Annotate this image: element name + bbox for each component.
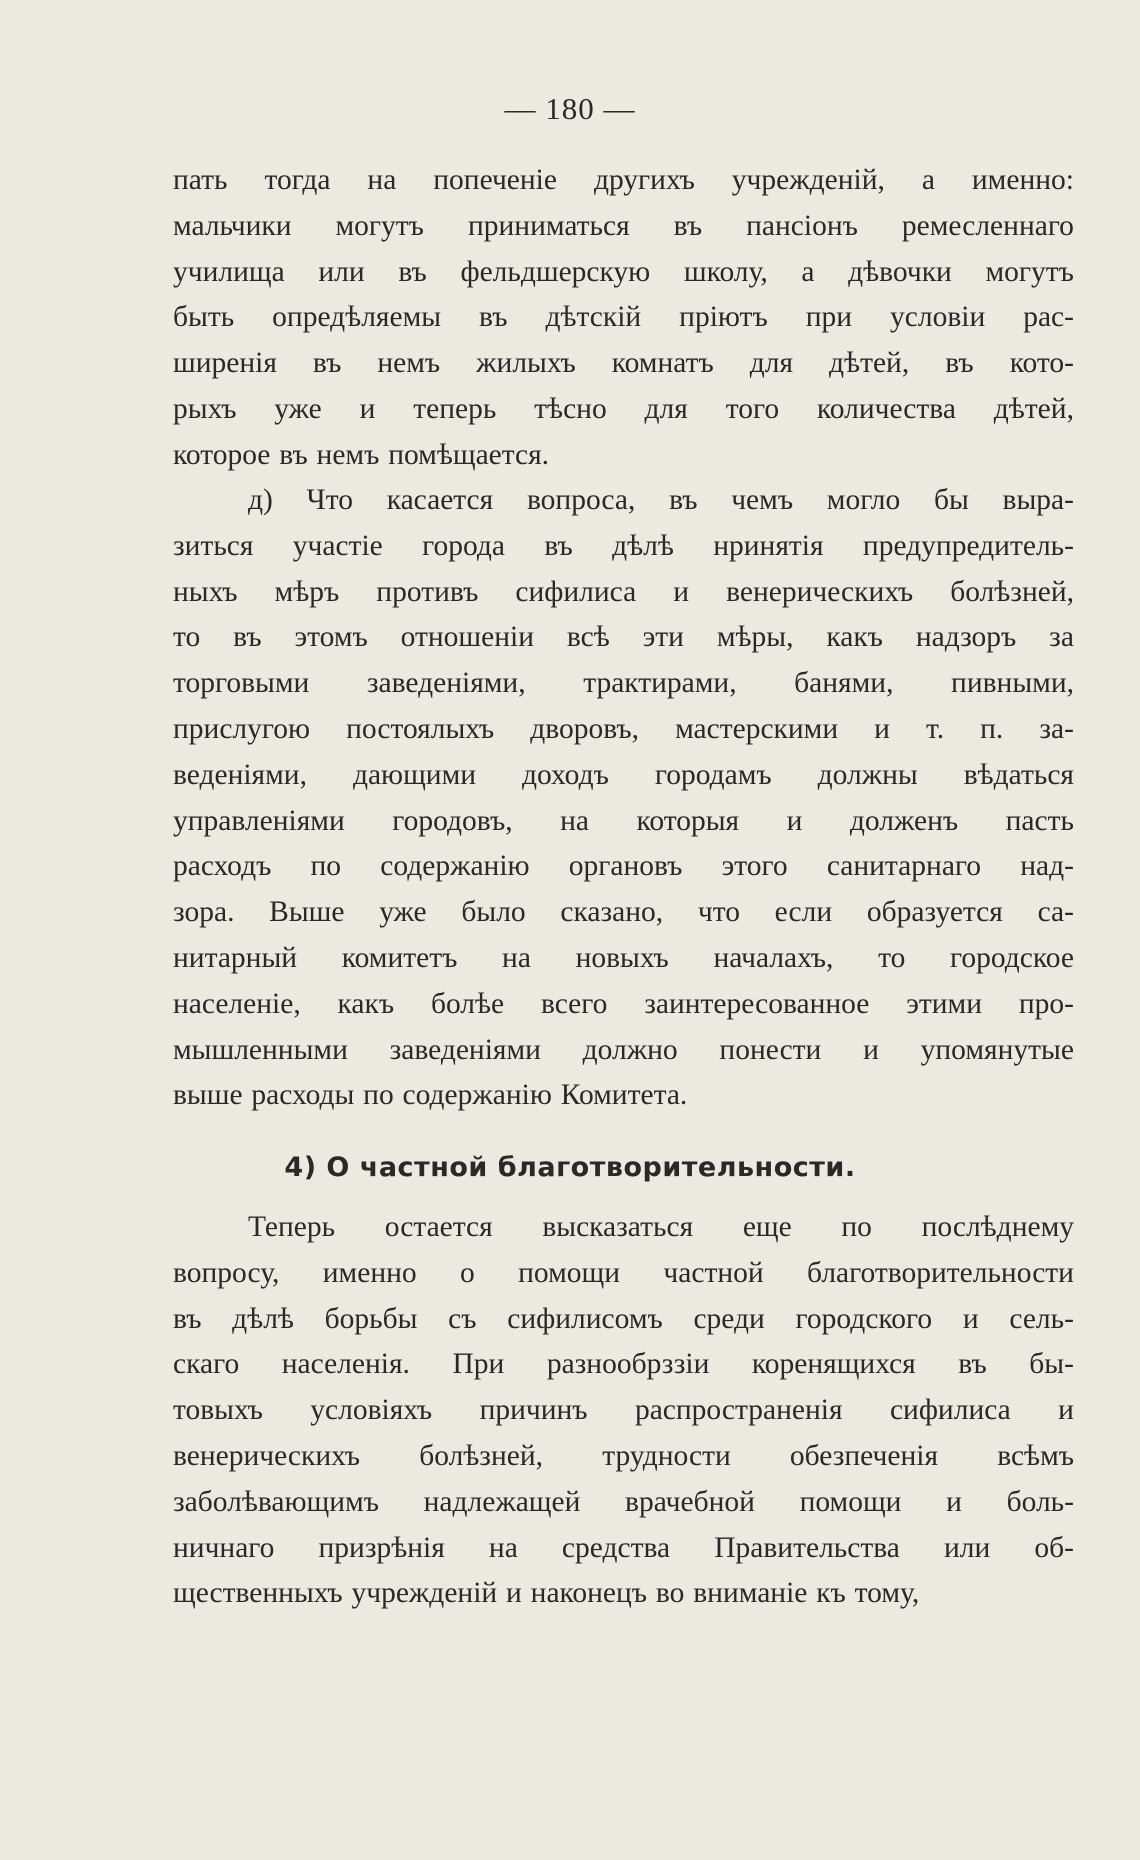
- section-heading: 4) О частной благотворительности.: [284, 1152, 856, 1183]
- text-line: выше расходы по содержанію Комитета.: [173, 1079, 688, 1112]
- text-line: зора. Выше уже было сказано, что если образуется са-: [173, 896, 1074, 929]
- page-number: — 180 —: [504, 91, 636, 126]
- text-line: торговыми заведеніями, трактирами, банями, пивными,: [173, 667, 1074, 700]
- text-line: расходъ по содержанію органовъ этого санитарнаго над-: [173, 850, 1074, 883]
- text-line: д) Что касается вопроса, въ чемъ могло бы выра-: [248, 484, 1074, 516]
- text-line: веденіями, дающими доходъ городамъ должны вѣдаться: [173, 758, 1074, 791]
- text-line: нитарный комитетъ на новыхъ началахъ, то городское: [173, 941, 1074, 974]
- text-line: заболѣвающимъ надлежащей врачебной помощи и боль-: [173, 1485, 1074, 1518]
- text-line: прислугою постоялыхъ дворовъ, мастерскими и т. п. за-: [173, 712, 1074, 745]
- text-line: населеніе, какъ болѣе всего заинтересованное этими про-: [173, 987, 1074, 1020]
- text-line: которое въ немъ помѣщается.: [173, 438, 550, 471]
- text-line: рыхъ уже и теперь тѣсно для того количества дѣтей,: [173, 392, 1074, 425]
- text-line: пать тогда на попеченіе другихъ учрежденій, а именно:: [173, 164, 1074, 196]
- paragraph-1: [173, 158, 1074, 479]
- text-line: скаго населенія. При разнообрззіи коренящихся въ бы-: [173, 1348, 1074, 1381]
- text-line: Теперь остается высказаться еще по послѣднему: [248, 1211, 1074, 1243]
- text-line: въ дѣлѣ борьбы съ сифилисомъ среди городского и сель-: [173, 1302, 1074, 1335]
- text-line: ширенія въ немъ жилыхъ комнатъ для дѣтей, въ кото-: [173, 347, 1074, 380]
- text-line: щественныхъ учрежденій и наконецъ во вниманіе къ тому,: [173, 1577, 920, 1610]
- text-line: то въ этомъ отношеніи всѣ эти мѣры, какъ надзоръ за: [173, 621, 1074, 654]
- text-line: товыхъ условіяхъ причинъ распространенія сифилиса и: [173, 1394, 1074, 1427]
- text-line: управленіями городовъ, на которыя и долженъ пасть: [173, 804, 1074, 837]
- text-line: венерическихъ болѣзней, трудности обезпеченія всѣмъ: [173, 1439, 1074, 1472]
- text-line: мальчики могутъ приниматься въ пансіонъ ремесленнаго: [173, 209, 1074, 242]
- text-line: быть опредѣляемы въ дѣтскій пріютъ при условіи рас-: [173, 301, 1074, 334]
- text-line: ныхъ мѣръ противъ сифилиса и венерическихъ болѣзней,: [173, 575, 1074, 608]
- paragraph-2: [173, 478, 1074, 1119]
- paragraph-3: [173, 1205, 1074, 1617]
- text-line: зиться участіе города въ дѣлѣ нринятія предупредитель-: [173, 529, 1074, 562]
- text-line: училища или въ фельдшерскую школу, а дѣвочки могутъ: [173, 255, 1074, 288]
- text-line: мышленными заведеніями должно понести и упомянутые: [173, 1033, 1074, 1066]
- text-line: ничнаго призрѣнія на средства Правительства или об-: [173, 1531, 1074, 1564]
- text-line: вопросу, именно о помощи частной благотворительности: [173, 1256, 1074, 1289]
